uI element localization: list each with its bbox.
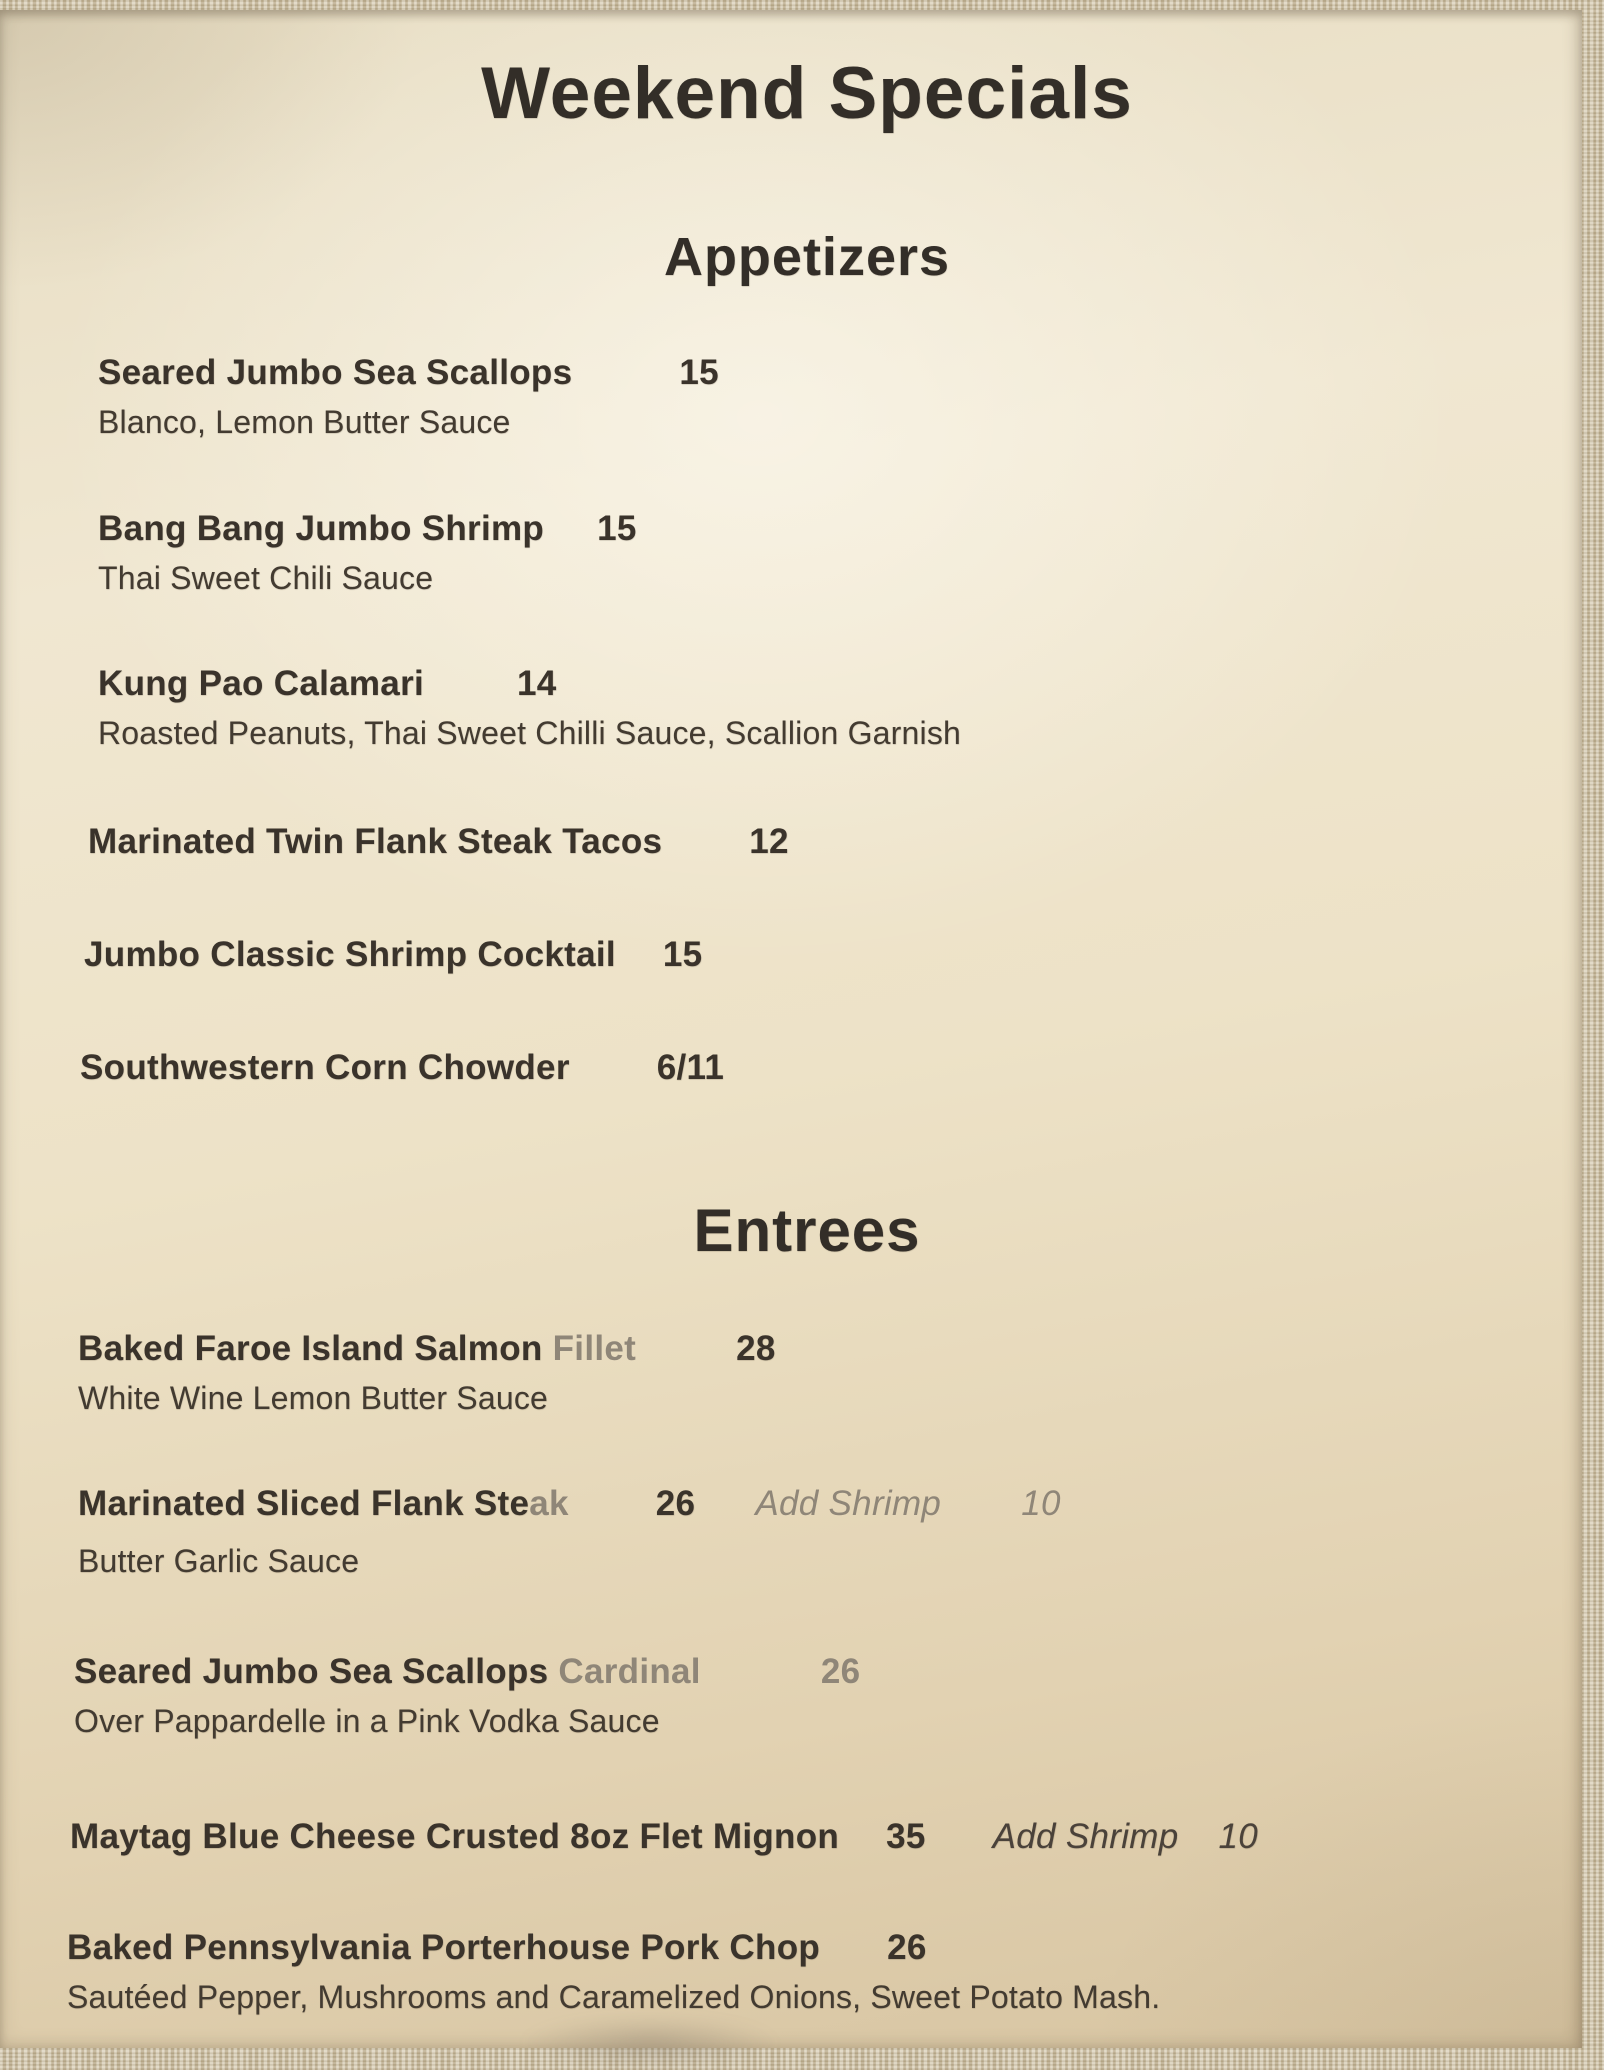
item-name: Baked Faroe Island Salmon <box>78 1329 543 1368</box>
menu-item-flank-steak-tacos <box>88 821 789 863</box>
item-line <box>98 663 961 705</box>
item-desc: Thai Sweet Chili Sauce <box>98 560 434 596</box>
page-title: Weekend Specials <box>481 53 1133 134</box>
item-name: Southwestern Corn Chowder <box>80 1048 570 1087</box>
item-line <box>88 821 789 863</box>
item-name: Seared Jumbo Sea Scallops <box>98 353 573 392</box>
item-line <box>98 508 637 550</box>
item-name: Marinated Twin Flank Steak Tacos <box>88 822 663 861</box>
item-price: 26 <box>655 1484 696 1523</box>
item-line <box>70 1816 1258 1858</box>
item-desc: White Wine Lemon Butter Sauce <box>78 1380 549 1416</box>
item-price: 15 <box>662 935 703 974</box>
item-price: 15 <box>679 353 719 392</box>
item-price: 35 <box>886 1817 926 1856</box>
menu-paper <box>0 10 1582 2048</box>
item-line <box>78 1328 776 1370</box>
item-price: 12 <box>749 822 789 861</box>
item-name: Marinated Sliced Flank Ste <box>78 1484 530 1523</box>
item-name-faded: ak <box>529 1484 569 1523</box>
menu-item-scallops-cardinal <box>74 1651 860 1740</box>
item-name: Baked Pennsylvania Porterhouse Pork Chop <box>67 1928 821 1967</box>
item-name: Kung Pao Calamari <box>98 664 425 703</box>
item-name: Bang Bang Jumbo Shrimp <box>98 509 545 548</box>
item-price: 26 <box>887 1928 927 1967</box>
item-price: 14 <box>517 664 557 703</box>
item-price: 6/11 <box>656 1048 725 1087</box>
item-addon-price: 10 <box>1218 1817 1259 1856</box>
item-name: Maytag Blue Cheese Crusted 8oz Flet Mignon <box>70 1817 840 1856</box>
item-name-faded: Fillet <box>542 1329 637 1368</box>
item-price: 26 <box>820 1652 861 1691</box>
menu-item-corn-chowder <box>80 1047 724 1089</box>
item-desc: Over Pappardelle in a Pink Vodka Sauce <box>74 1703 660 1739</box>
menu-item-seared-scallops <box>98 352 719 441</box>
item-addon-label: Add Shrimp <box>755 1484 942 1523</box>
item-price: 15 <box>597 509 637 548</box>
photo-shadow-smudge <box>520 2015 780 2070</box>
item-addon-price: 10 <box>1021 1484 1061 1523</box>
menu-item-filet-mignon <box>70 1816 1258 1858</box>
item-line <box>67 1927 1160 1969</box>
item-price: 28 <box>736 1329 776 1368</box>
item-desc: Sautéed Pepper, Mushrooms and Caramelized Onions, Sweet Potato Mash. <box>67 1979 1161 2015</box>
section-heading-entrees: Entrees <box>693 1197 921 1264</box>
item-desc: Blanco, Lemon Butter Sauce <box>98 404 511 440</box>
menu-item-sliced-flank-steak <box>78 1483 1061 1580</box>
item-name-faded: Cardinal <box>548 1652 701 1691</box>
section-heading-appetizers: Appetizers <box>663 227 951 287</box>
item-line <box>78 1483 1061 1525</box>
menu-item-bang-bang-shrimp <box>98 508 637 597</box>
item-name: Seared Jumbo Sea Scallops <box>74 1652 549 1691</box>
item-line <box>84 934 702 976</box>
menu-item-porterhouse-pork-chop <box>67 1927 1160 2016</box>
item-line <box>74 1651 860 1693</box>
menu-item-kung-pao-calamari <box>98 663 961 752</box>
item-desc: Roasted Peanuts, Thai Sweet Chilli Sauce, Scallion Garnish <box>98 715 962 751</box>
item-addon-label: Add Shrimp <box>992 1817 1179 1856</box>
item-desc: Butter Garlic Sauce <box>78 1543 360 1579</box>
item-name: Jumbo Classic Shrimp Cocktail <box>84 935 616 974</box>
menu-item-salmon-fillet <box>78 1328 776 1417</box>
item-line <box>80 1047 724 1089</box>
menu-item-shrimp-cocktail <box>84 934 702 976</box>
menu-content <box>0 10 1582 2048</box>
item-line <box>98 352 719 394</box>
